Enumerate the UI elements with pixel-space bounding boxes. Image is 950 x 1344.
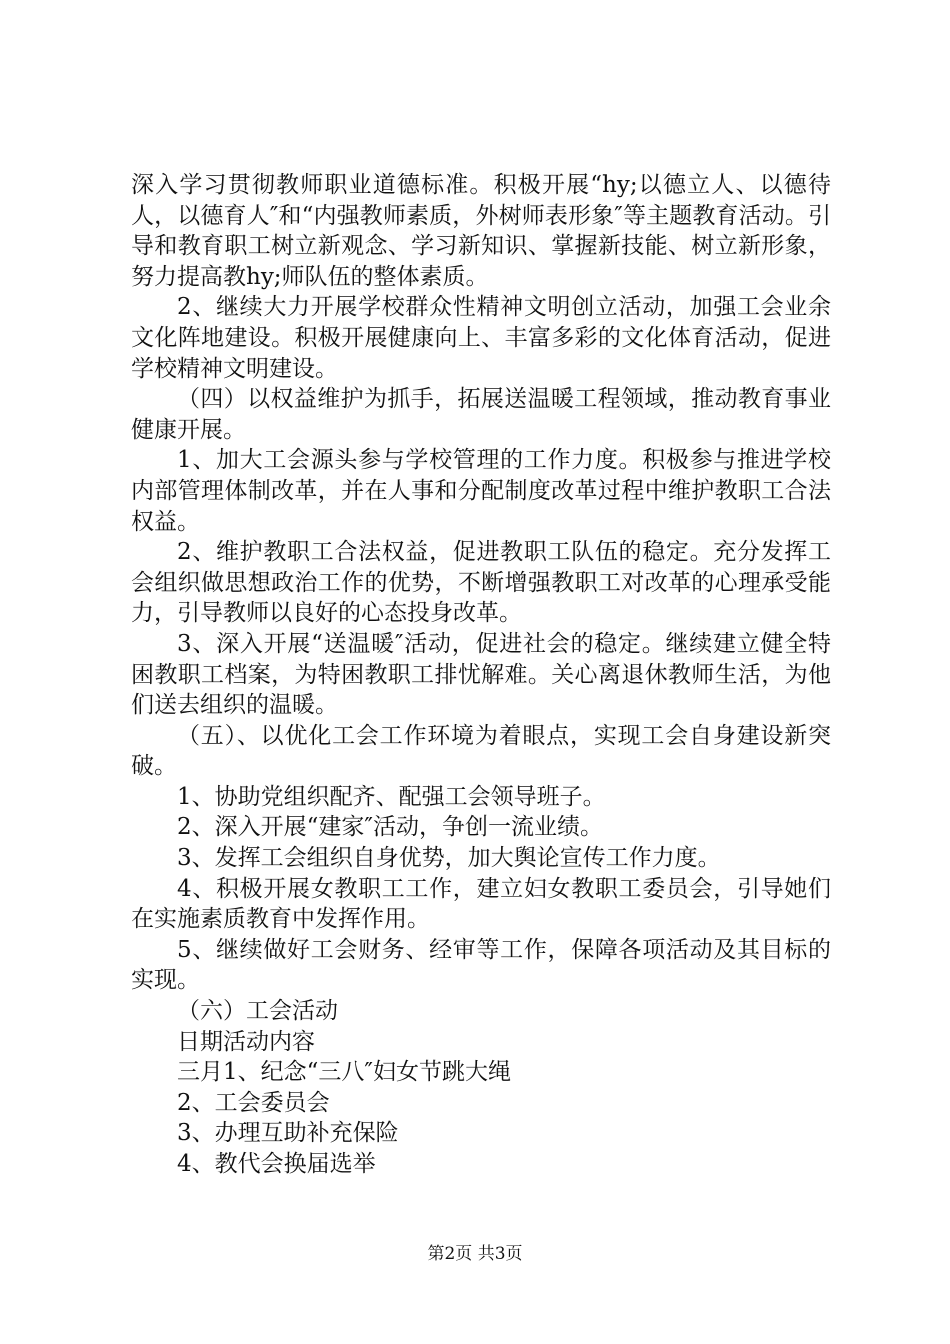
body-paragraph: 3、办理互助补充保险	[177, 1120, 399, 1147]
body-paragraph: （四）以权益维护为抓手，拓展送温暖工程领域，推动教育事业健康开展。	[131, 386, 831, 443]
body-paragraph: 日期活动内容	[177, 1028, 315, 1055]
body-paragraph: 深入学习贯彻教师职业道德标准。积极开展“hy;以德立人、以德待人，以德育人″和“内强教师素质，外树师表形象″等主题教育活动。引导和教育职工树立新观念、学习新知识、掌握新技能、树立新形象，努力提高教hy;师队伍的整体素质。	[131, 172, 831, 290]
body-paragraph: 5、继续做好工会财务、经审等工作，保障各项活动及其目标的实现。	[131, 936, 831, 994]
body-paragraph: 3、发挥工会组织自身优势，加大舆论宣传工作力度。	[177, 845, 721, 872]
body-paragraph: 2、工会委员会	[177, 1089, 330, 1116]
page-footer: 第2页 共3页	[427, 1244, 523, 1264]
body-paragraph: 3、深入开展“送温暖″活动，促进社会的稳定。继续建立健全特困教职工档案，为特困教职工排忧解难。关心离退休教师生活，为他们送去组织的温暖。	[131, 630, 831, 719]
body-paragraph: 2、深入开展“建家″活动，争创一流业绩。	[177, 814, 603, 841]
body-paragraph: 1、协助党组织配齐、配强工会领导班子。	[177, 783, 606, 810]
body-paragraph: （六）工会活动	[177, 998, 338, 1025]
body-paragraph: 2、继续大力开展学校群众性精神文明创立活动，加强工会业余文化阵地建设。积极开展健康向上、丰富多彩的文化体育活动，促进学校精神文明建设。	[131, 294, 831, 382]
body-paragraph: 4、教代会换届选举	[177, 1151, 376, 1177]
body-paragraph: 4、积极开展女教职工工作，建立妇女教职工委员会，引导她们在实施素质教育中发挥作用。	[131, 875, 831, 933]
document-body	[131, 170, 831, 1180]
body-paragraph: 三月1、纪念“三八″妇女节跳大绳	[177, 1059, 511, 1086]
body-paragraph: （五）、以优化工会工作环境为着眼点，实现工会自身建设新突破。	[131, 722, 831, 780]
body-paragraph: 2、维护教职工合法权益，促进教职工队伍的稳定。充分发挥工会组织做思想政治工作的优势，不断增强教职工对改革的心理承受能力，引导教师以良好的心态投身改革。	[131, 539, 831, 627]
body-paragraph: 1、加大工会源头参与学校管理的工作力度。积极参与推进学校内部管理体制改革，并在人事和分配制度改革过程中维护教职工合法权益。	[131, 447, 831, 535]
